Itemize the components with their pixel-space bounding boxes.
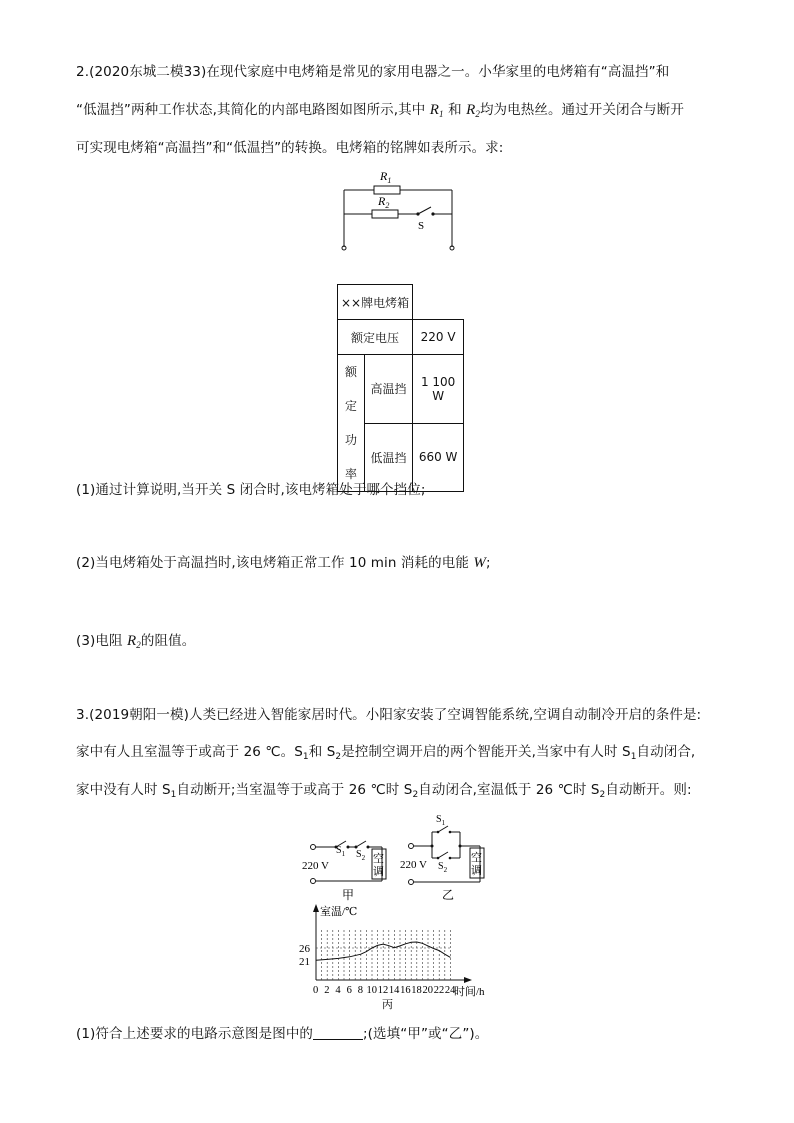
chart-xlabel: 时间/h	[454, 986, 485, 998]
yi-ac-label-2: 调	[471, 865, 482, 877]
q2-line2-text-a: “低温挡”两种工作状态,其简化的内部电路图如图所示,其中	[76, 102, 426, 118]
q2-sub2-text: (2)当电烤箱处于高温挡时,该电烤箱正常工作 10 min 消耗的电能	[76, 555, 469, 571]
x-tick-label: 8	[357, 985, 364, 996]
x-tick-label: 22	[433, 985, 445, 996]
chart-caption: 丙	[382, 999, 393, 1011]
q2-sub3-text-a: (3)电阻	[76, 633, 123, 649]
jia-s1-label: $S_1$	[336, 845, 346, 858]
x-tick-label: 6	[346, 985, 352, 996]
yi-ac-label-1: 空	[471, 852, 482, 864]
q3-sub1-text-b: ;(选填“甲”或“乙”)。	[363, 1026, 489, 1042]
q3-line2: 家中有人且室温等于或高于 26 ℃。$S_1$和 $S_2$是控制空调开启的两个智能开关,当家中有人时 $S_1$自动闭合,	[76, 744, 696, 762]
answer-blank[interactable]	[313, 1026, 363, 1040]
r1-symbol: $R_1$	[429, 102, 444, 119]
y-axis-arrow	[313, 904, 319, 912]
r1-resistor	[374, 186, 400, 194]
oven-nameplate-table	[337, 284, 464, 492]
temperature-chart	[296, 900, 506, 1012]
jia-ac-label-1: 空	[373, 853, 384, 865]
x-tick-label: 0	[313, 985, 319, 996]
oven-circuit-diagram	[330, 164, 470, 254]
table-row	[338, 355, 464, 424]
low-mode-value: 660 W	[413, 423, 464, 492]
circuit-jia	[300, 833, 400, 903]
jia-ac-label-2: 调	[373, 866, 384, 878]
r2-symbol: $R_2$	[466, 102, 480, 119]
rated-voltage-label: 额定电压	[338, 320, 413, 355]
circuit-yi	[398, 812, 498, 902]
q2-sub3	[76, 631, 195, 655]
table-row	[338, 320, 464, 355]
q3-header: 3.(2019朝阳一模)人类已经进入智能家居时代。小阳家安装了空调智能系统,空调自动制冷开启的条件是:	[76, 707, 702, 723]
r2-resistor	[372, 210, 398, 218]
low-mode-label: 低温挡	[365, 423, 413, 492]
r2-label: $R_2$	[378, 194, 390, 210]
q2-line3: 可实现电烤箱“高温挡”和“低温挡”的转换。电烤箱的铭牌如表所示。求:	[76, 140, 504, 156]
x-tick-label: 18	[411, 985, 422, 996]
q2-sub2: (2)当电烤箱处于高温挡时,该电烤箱正常工作 10 min 消耗的电能 W;	[76, 555, 491, 571]
x-tick-label: 24	[444, 985, 456, 996]
x-tick-label: 16	[400, 985, 411, 996]
y-tick-label: 26	[299, 943, 310, 955]
q3-sub1	[76, 1024, 488, 1044]
yi-caption: 乙	[442, 888, 455, 902]
r1-label: $R_1$	[380, 169, 392, 185]
x-axis-arrow	[464, 977, 472, 983]
yi-s2-label: $S_2$	[438, 861, 448, 874]
q2-line2-and: 和	[448, 102, 462, 118]
nameplate-title: ××牌电烤箱	[338, 285, 413, 320]
y-tick-label: 21	[299, 956, 310, 968]
q2-line2-text-b: 均为电热丝。通过开关闭合与断开	[479, 102, 684, 118]
q2-sub3-text-b: 的阻值。	[140, 633, 196, 649]
x-tick-label: 4	[335, 985, 341, 996]
jia-s2-label: $S_2$	[356, 849, 366, 862]
high-mode-value: 1 100 W	[413, 355, 464, 424]
rated-voltage-value: 220 V	[413, 320, 464, 355]
jia-caption: 甲	[342, 888, 355, 902]
x-tick-label: 12	[377, 985, 389, 996]
x-tick-label: 14	[388, 985, 400, 996]
high-mode-label: 高温挡	[365, 355, 413, 424]
switch-label: S	[418, 220, 425, 232]
yi-voltage: 220 V	[400, 859, 427, 871]
r2-symbol-sub3: $R_2$	[127, 633, 141, 650]
q3-sub1-text-a: (1)符合上述要求的电路示意图是图中的	[76, 1026, 314, 1042]
rated-power-label: 额定 功率	[338, 355, 365, 492]
w-symbol: W	[473, 555, 486, 571]
x-tick-label: 10	[366, 985, 377, 996]
jia-voltage: 220 V	[302, 860, 329, 872]
chart-ylabel: 室温/℃	[320, 906, 358, 918]
q2-line2	[76, 100, 684, 124]
yi-s1-label: $S_1$	[436, 814, 446, 827]
switch-s	[418, 207, 431, 214]
q2-header: 2.(2020东城二模33)在现代家庭中电烤箱是常见的家用电器之一。小华家里的电烤箱有“高温挡”和	[76, 64, 670, 80]
q3-line3: 家中没有人时 $S_1$自动断开;当室温等于或高于 26 ℃时 $S_2$自动闭合,室温低于 26 ℃时 $S_2$自动断开。则:	[76, 782, 692, 800]
q2-sub1: (1)通过计算说明,当开关 S 闭合时,该电烤箱处于哪个挡位;	[76, 482, 426, 498]
x-tick-label: 20	[422, 985, 433, 996]
x-tick-label: 2	[324, 985, 330, 996]
table-row	[338, 285, 464, 320]
